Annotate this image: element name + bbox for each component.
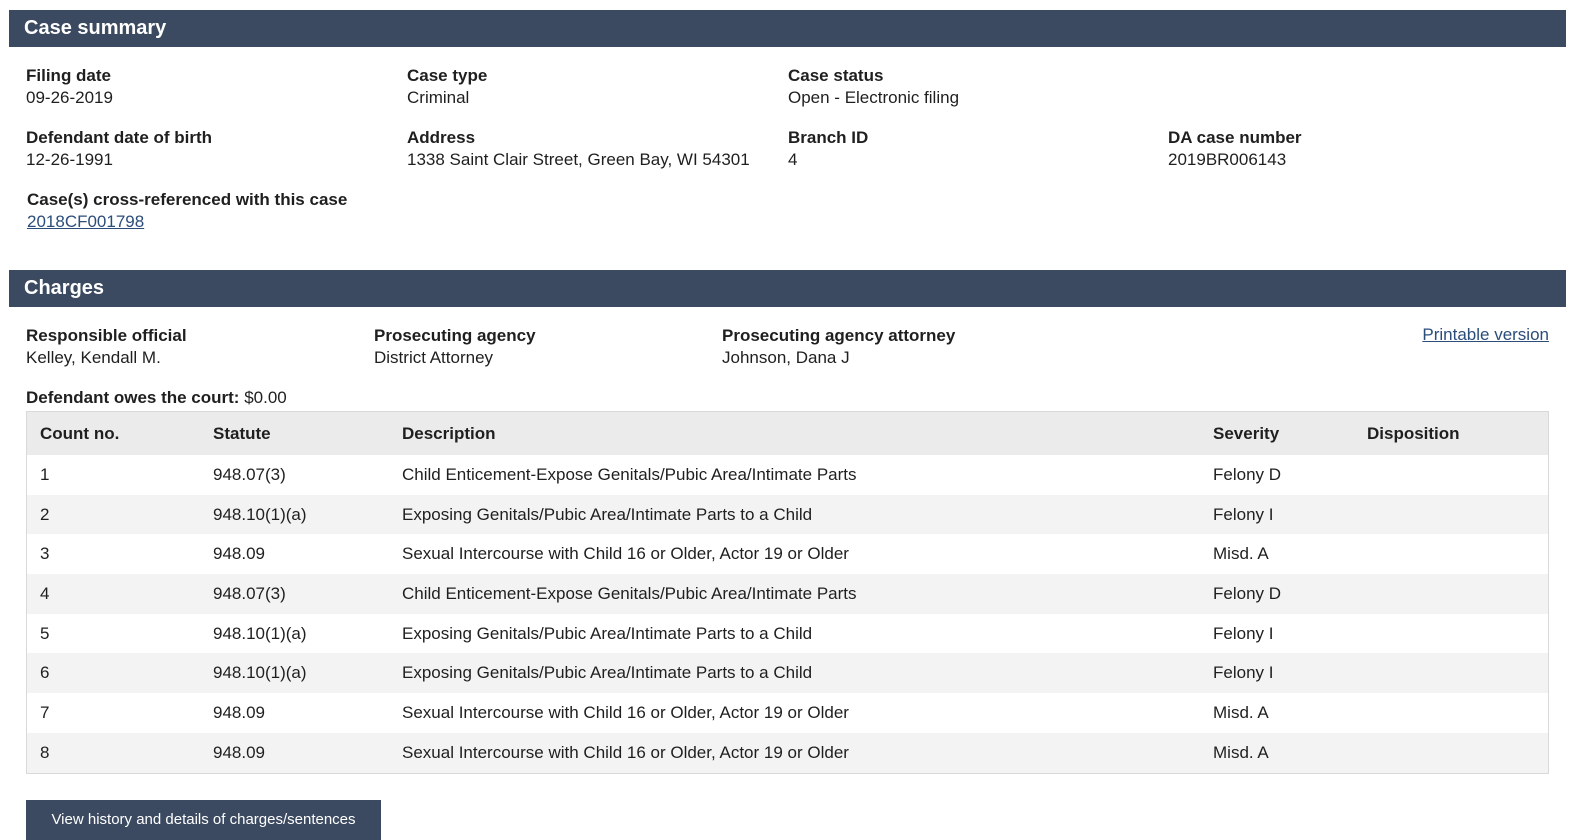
cell-description: Sexual Intercourse with Child 16 or Older, Actor 19 or Older [389, 534, 1200, 574]
cell-disposition [1354, 614, 1548, 654]
cell-count: 8 [27, 733, 200, 773]
cell-disposition [1354, 693, 1548, 733]
column-header-statute: Statute [200, 412, 389, 455]
filing-date-field [26, 65, 113, 109]
case-type-value: Criminal [407, 88, 470, 107]
cell-statute: 948.10(1)(a) [200, 614, 389, 654]
cell-count: 6 [27, 653, 200, 693]
filing-date-label: Filing date [26, 66, 111, 85]
cell-description: Sexual Intercourse with Child 16 or Older, Actor 19 or Older [389, 693, 1200, 733]
cell-statute: 948.09 [200, 733, 389, 773]
table-row [27, 614, 1548, 654]
cell-severity: Felony I [1200, 495, 1354, 535]
case-type-label: Case type [407, 66, 488, 85]
cell-statute: 948.07(3) [200, 574, 389, 614]
column-header-disposition: Disposition [1354, 412, 1548, 455]
cell-description: Exposing Genitals/Pubic Area/Intimate Parts to a Child [389, 614, 1200, 654]
cell-count: 1 [27, 455, 200, 495]
cell-severity: Felony D [1200, 455, 1354, 495]
cell-count: 4 [27, 574, 200, 614]
cell-disposition [1354, 733, 1548, 773]
cell-statute: 948.10(1)(a) [200, 653, 389, 693]
table-row [27, 733, 1548, 773]
cell-statute: 948.09 [200, 534, 389, 574]
cell-severity: Felony D [1200, 574, 1354, 614]
case-status-value: Open - Electronic filing [788, 88, 960, 107]
cell-disposition [1354, 653, 1548, 693]
cell-statute: 948.09 [200, 693, 389, 733]
cell-disposition [1354, 534, 1548, 574]
cell-description: Exposing Genitals/Pubic Area/Intimate Parts to a Child [389, 495, 1200, 535]
table-row [27, 534, 1548, 574]
table-row [27, 653, 1548, 693]
cross-referenced-case-link[interactable]: 2018CF001798 [27, 212, 145, 231]
defendant-dob-field [26, 127, 212, 171]
table-row [27, 455, 1548, 495]
cell-description: Child Enticement-Expose Genitals/Pubic Area/Intimate Parts [389, 574, 1200, 614]
cell-description: Exposing Genitals/Pubic Area/Intimate Parts to a Child [389, 653, 1200, 693]
cell-severity: Misd. A [1200, 534, 1354, 574]
prosecuting-agency-value: District Attorney [374, 348, 494, 367]
prosecuting-agency-field [374, 325, 536, 369]
cell-description: Sexual Intercourse with Child 16 or Older, Actor 19 or Older [389, 733, 1200, 773]
column-header-description: Description [389, 412, 1200, 455]
prosecuting-attorney-label: Prosecuting agency attorney [722, 326, 956, 345]
charges-table-header-row [27, 412, 1548, 455]
branch-id-value: 4 [788, 150, 798, 169]
printable-version-link[interactable]: Printable version [1422, 325, 1549, 344]
address-field [407, 127, 750, 171]
case-status-field [788, 65, 959, 109]
charges-table [27, 412, 1548, 773]
defendant-dob-label: Defendant date of birth [26, 128, 213, 147]
case-status-label: Case status [788, 66, 884, 85]
address-label: Address [407, 128, 476, 147]
charges-table-container [26, 411, 1549, 774]
defendant-owes [26, 387, 287, 409]
cell-statute: 948.07(3) [200, 455, 389, 495]
cell-disposition [1354, 495, 1548, 535]
branch-id-label: Branch ID [788, 128, 869, 147]
column-header-severity: Severity [1200, 412, 1354, 455]
cell-count: 7 [27, 693, 200, 733]
table-row [27, 495, 1548, 535]
responsible-official-field [26, 325, 187, 369]
cross-referenced-label: Case(s) cross-referenced with this case [27, 190, 348, 209]
address-value: 1338 Saint Clair Street, Green Bay, WI 54301 [407, 150, 750, 169]
charges-header: Charges [9, 270, 1566, 307]
prosecuting-agency-label: Prosecuting agency [374, 326, 536, 345]
da-case-number-label: DA case number [1168, 128, 1302, 147]
defendant-owes-label: Defendant owes the court: [26, 388, 240, 407]
responsible-official-label: Responsible official [26, 326, 187, 345]
cell-severity: Misd. A [1200, 693, 1354, 733]
prosecuting-attorney-field [722, 325, 955, 369]
cell-severity: Misd. A [1200, 733, 1354, 773]
cell-severity: Felony I [1200, 653, 1354, 693]
printable-version-field [1422, 324, 1549, 346]
cell-count: 2 [27, 495, 200, 535]
cell-disposition [1354, 574, 1548, 614]
table-row [27, 574, 1548, 614]
view-history-button[interactable]: View history and details of charges/sentences [26, 800, 381, 840]
table-row [27, 693, 1548, 733]
cell-count: 3 [27, 534, 200, 574]
filing-date-value: 09-26-2019 [26, 88, 113, 107]
cross-referenced-field [27, 189, 347, 233]
branch-id-field [788, 127, 868, 171]
defendant-owes-value: $0.00 [244, 388, 287, 407]
da-case-number-value: 2019BR006143 [1168, 150, 1287, 169]
column-header-count: Count no. [27, 412, 200, 455]
cell-disposition [1354, 455, 1548, 495]
responsible-official-value: Kelley, Kendall M. [26, 348, 161, 367]
cell-count: 5 [27, 614, 200, 654]
case-summary-header: Case summary [9, 10, 1566, 47]
prosecuting-attorney-value: Johnson, Dana J [722, 348, 850, 367]
da-case-number-field [1168, 127, 1302, 171]
defendant-dob-value: 12-26-1991 [26, 150, 113, 169]
case-type-field [407, 65, 487, 109]
cell-severity: Felony I [1200, 614, 1354, 654]
cell-statute: 948.10(1)(a) [200, 495, 389, 535]
cell-description: Child Enticement-Expose Genitals/Pubic Area/Intimate Parts [389, 455, 1200, 495]
